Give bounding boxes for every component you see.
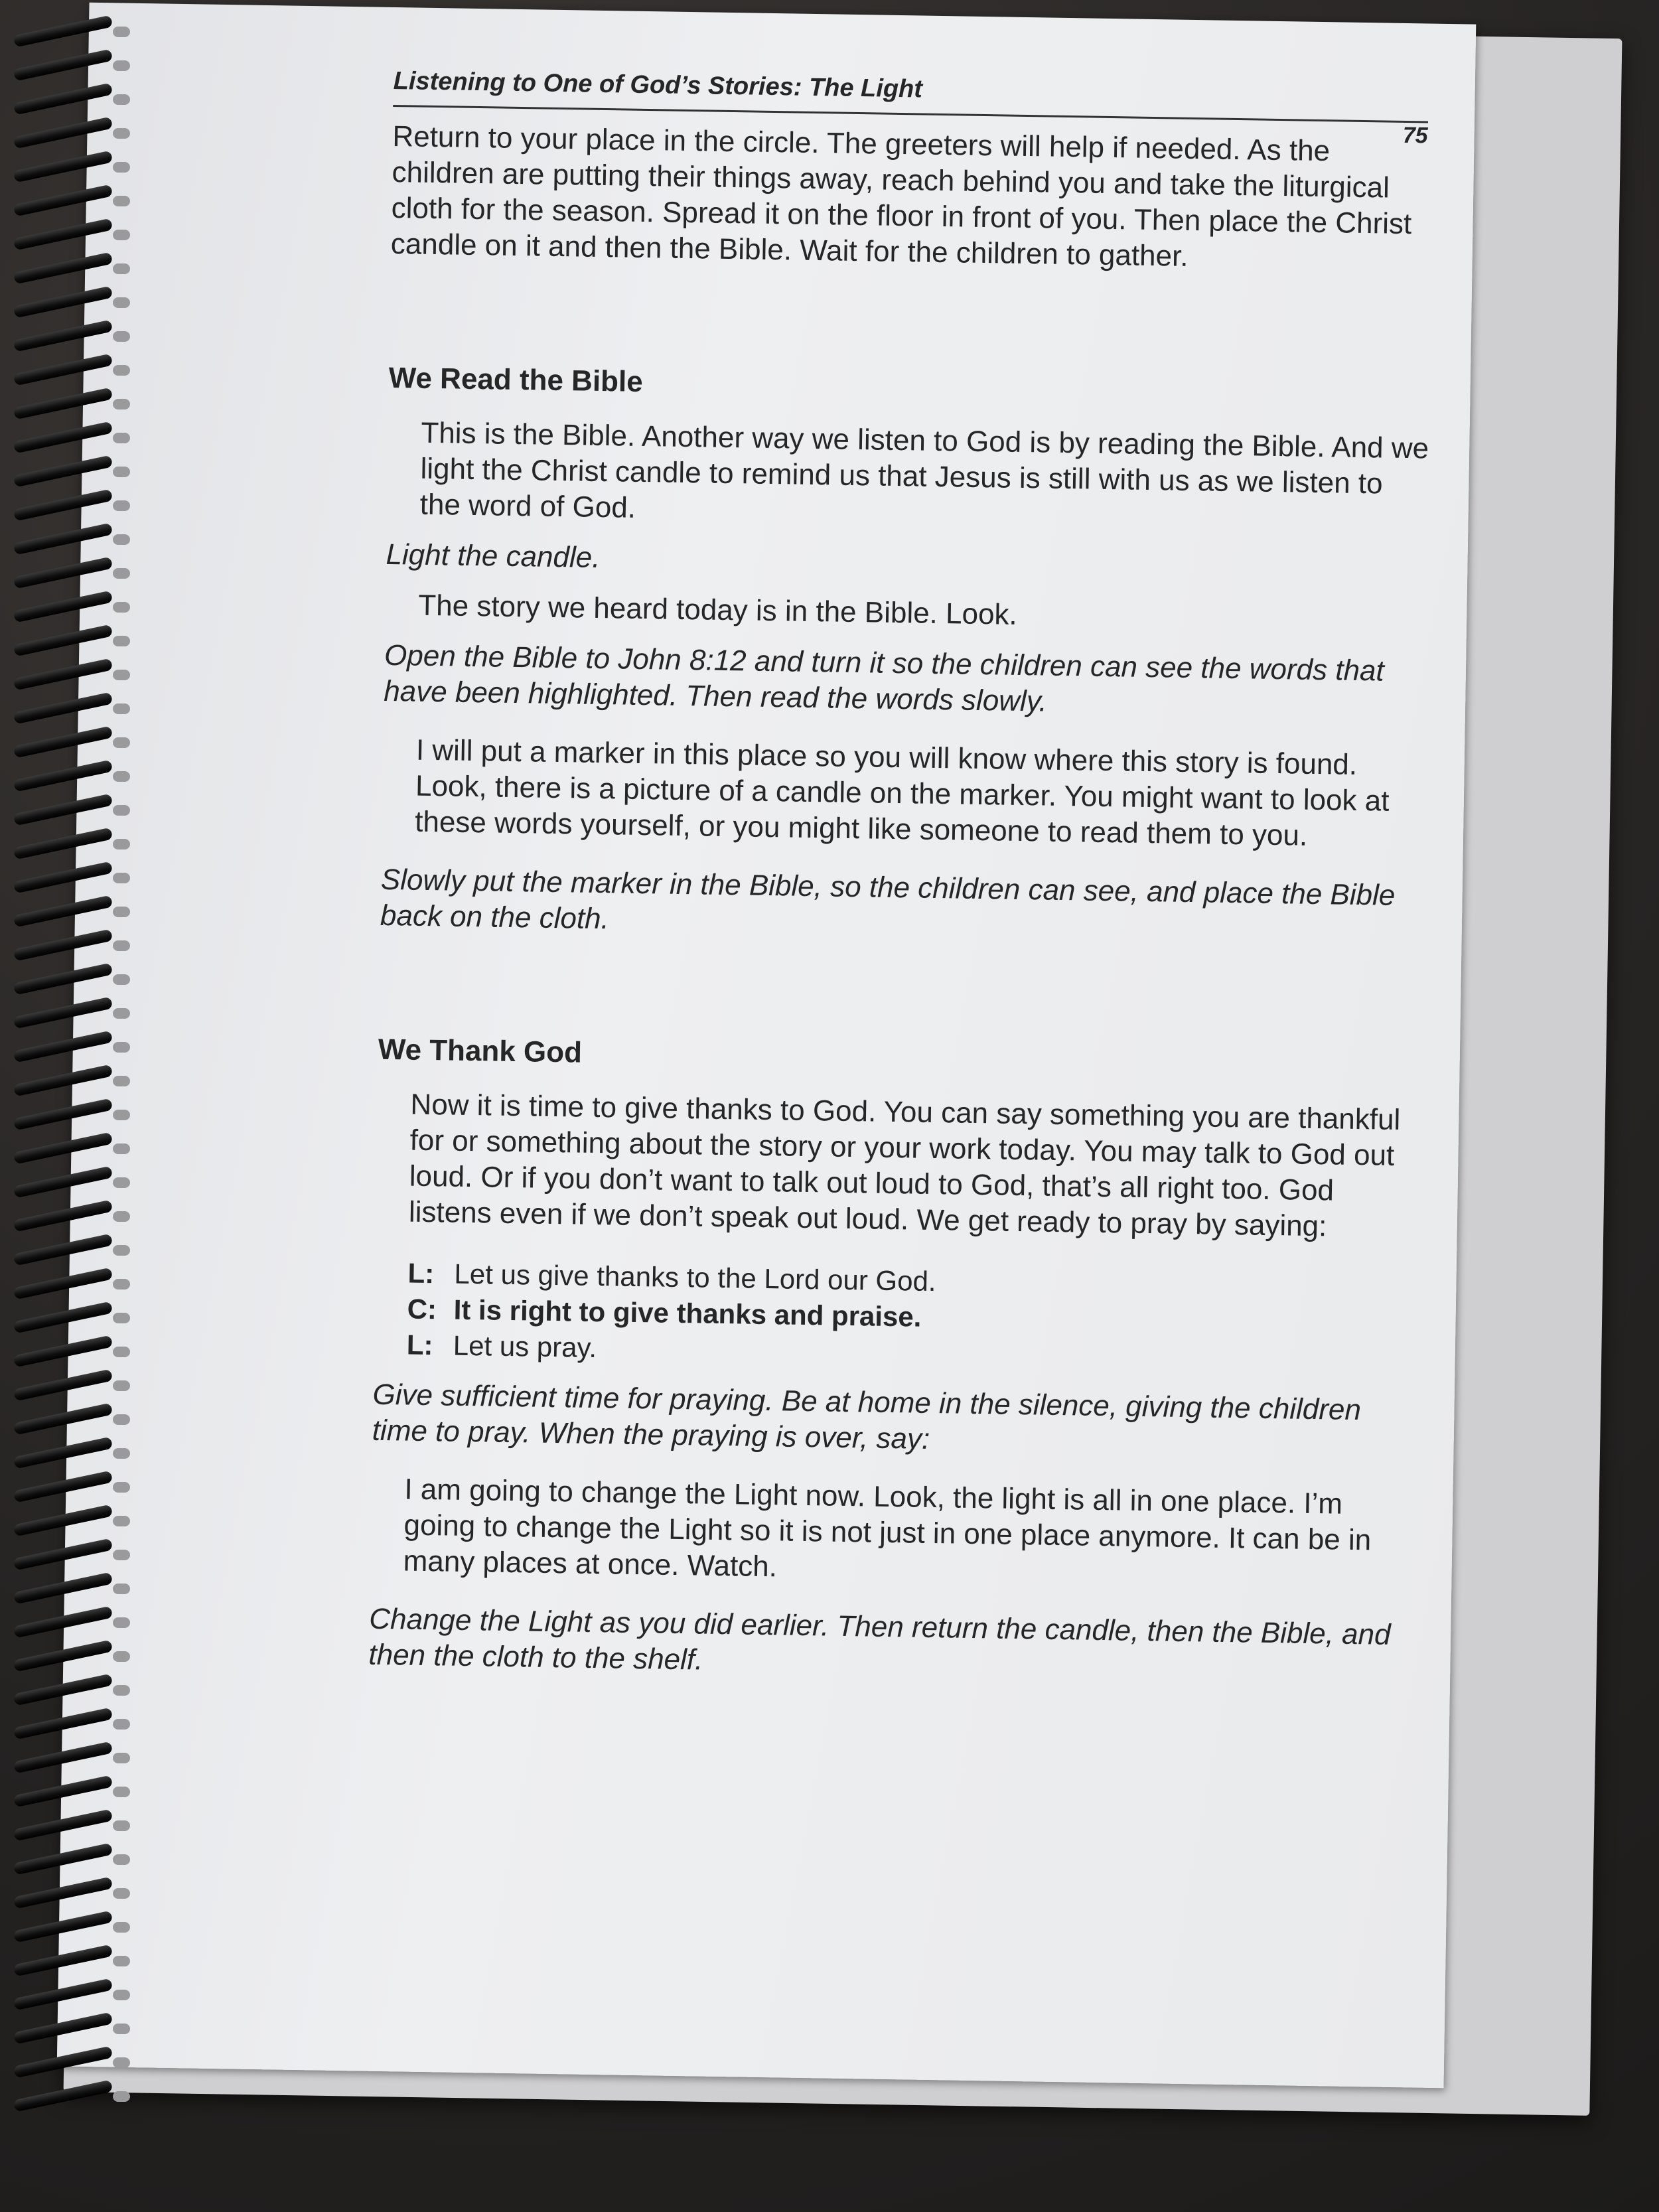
punch-hole: [113, 534, 130, 545]
spiral-coil: [7, 54, 139, 76]
coil-wire: [13, 388, 113, 420]
spiral-coil: [7, 1712, 139, 1735]
spiral-coil: [7, 1475, 139, 1498]
spiral-coil: [7, 2085, 139, 2107]
coil-wire: [13, 1843, 113, 1876]
litany-text-response: It is right to give thanks and praise.: [453, 1293, 922, 1333]
thank-god-instruction-1: Give sufficient time for praying. Be at home in the silence, giving the children time to pray. When the praying is over, say:: [372, 1378, 1362, 1455]
spiral-coil: [7, 1408, 139, 1430]
litany-text: Let us pray.: [453, 1329, 597, 1364]
coil-wire: [13, 1674, 113, 1706]
coil-wire: [13, 421, 113, 454]
coil-wire: [13, 1403, 113, 1436]
coil-wire: [13, 523, 113, 555]
coil-wire: [13, 2080, 113, 2112]
punch-hole: [113, 1550, 130, 1560]
coil-wire: [13, 1945, 113, 1977]
coil-wire: [13, 794, 113, 826]
coil-wire: [13, 1640, 113, 1672]
spiral-coil: [7, 1543, 139, 1566]
punch-hole: [113, 636, 130, 646]
coil-wire: [13, 354, 113, 386]
section-heading-read-bible: We Read the Bible: [388, 361, 644, 398]
read-bible-paragraph-3: I will put a marker in this place so you will know where this story is found. Look, there is a picture of a candle on the marker. You might want to look at these words yourself, or you might like someone to read them to you.: [414, 733, 1390, 852]
spiral-coil: [7, 900, 139, 922]
coil-wire: [13, 1065, 113, 1097]
spiral-coil: [7, 1678, 139, 1701]
spiral-coil: [7, 2051, 139, 2073]
coil-wire: [13, 1572, 113, 1605]
punch-hole: [113, 1787, 130, 1797]
coil-wire: [13, 1877, 113, 1909]
spiral-coil: [7, 1272, 139, 1295]
punch-hole: [113, 907, 130, 917]
spiral-coil: [7, 426, 139, 449]
coil-wire: [13, 1132, 113, 1165]
punch-hole: [113, 128, 130, 139]
spiral-coil: [7, 1306, 139, 1329]
punch-hole: [113, 1448, 130, 1459]
coil-wire: [13, 692, 113, 725]
coil-wire: [13, 1471, 113, 1503]
coil-wire: [13, 489, 113, 522]
spiral-coil: [7, 731, 139, 753]
coil-wire: [13, 1437, 113, 1469]
punch-hole: [113, 771, 130, 782]
book-page: [57, 3, 1477, 2088]
coil-wire: [13, 591, 113, 623]
spiral-coil: [7, 697, 139, 719]
spiral-coil: [7, 121, 139, 144]
punch-hole: [113, 1990, 130, 2000]
coil-wire: [13, 320, 113, 352]
punch-hole: [113, 1685, 130, 1696]
coil-wire: [13, 15, 113, 48]
punch-hole: [113, 940, 130, 951]
punch-hole: [113, 839, 130, 849]
read-bible-paragraph-1: This is the Bible. Another way we listen to God is by reading the Bible. And we light the Christ candle to remind us that Jesus is still with us as we listen to the word of God.: [419, 416, 1429, 524]
spiral-coil: [7, 1238, 139, 1261]
punch-hole: [113, 399, 130, 409]
spiral-coil: [7, 866, 139, 889]
punch-hole: [113, 500, 130, 511]
punch-hole: [113, 1414, 130, 1425]
spiral-binding: [7, 20, 139, 2144]
spiral-coil: [7, 1441, 139, 1464]
spiral-coil: [7, 1509, 139, 1532]
coil-wire: [13, 286, 113, 319]
spiral-coil: [7, 460, 139, 482]
punch-hole: [113, 1279, 130, 1290]
punch-hole: [113, 2091, 130, 2102]
spiral-coil: [7, 1205, 139, 1227]
punch-hole: [113, 737, 130, 748]
punch-hole: [113, 60, 130, 71]
coil-wire: [13, 1809, 113, 1842]
page-content: [302, 66, 1442, 1689]
punch-hole: [113, 602, 130, 613]
coil-wire: [13, 1200, 113, 1232]
punch-hole: [113, 196, 130, 206]
coil-wire: [13, 828, 113, 860]
coil-wire: [13, 1538, 113, 1571]
coil-wire: [13, 760, 113, 792]
spiral-coil: [7, 968, 139, 990]
spiral-coil: [7, 291, 139, 313]
spiral-coil: [7, 832, 139, 855]
punch-hole: [113, 1143, 130, 1154]
spiral-coil: [7, 1645, 139, 1667]
read-bible-instruction-2: Open the Bible to John 8:12 and turn it so the children can see the words that have been highlighted. Then read the words slowly.: [383, 638, 1385, 718]
thank-god-instruction-2: Change the Light as you did earlier. Then return the candle, then the Bible, and then the cloth to the shelf.: [368, 1602, 1391, 1676]
spiral-coil: [7, 1611, 139, 1633]
spiral-coil: [7, 1814, 139, 1836]
spiral-coil: [7, 561, 139, 584]
coil-wire: [13, 2012, 113, 2045]
punch-hole: [113, 1110, 130, 1120]
coil-wire: [13, 625, 113, 657]
spiral-coil: [7, 1915, 139, 1938]
page-number: 75: [1402, 122, 1428, 149]
coil-wire: [13, 252, 113, 285]
coil-wire: [13, 1505, 113, 1537]
punch-hole: [113, 27, 130, 37]
punch-hole: [113, 162, 130, 173]
punch-hole: [113, 1313, 130, 1323]
spiral-coil: [7, 1340, 139, 1363]
spiral-coil: [7, 765, 139, 787]
punch-hole: [113, 1076, 130, 1086]
punch-hole: [113, 1854, 130, 1865]
running-head-title: Listening to One of God’s Stories: The Light: [393, 66, 923, 104]
coil-wire: [13, 1369, 113, 1402]
coil-wire: [13, 1335, 113, 1368]
spiral-coil: [7, 1983, 139, 2006]
spiral-coil: [7, 358, 139, 381]
coil-wire: [13, 1606, 113, 1639]
punch-hole: [113, 1245, 130, 1256]
punch-hole: [113, 2057, 130, 2068]
coil-wire: [13, 1166, 113, 1199]
litany: [406, 1256, 1423, 1379]
punch-hole: [113, 1482, 130, 1493]
punch-hole: [113, 1516, 130, 1526]
spiral-coil: [7, 1171, 139, 1193]
coil-wire: [13, 83, 113, 115]
intro-paragraph: Return to your place in the circle. The greeters will help if needed. As the children are putting their things away, reach behind you and take the liturgical cloth for the season. Spread it on the floor in front of you. Then place the Christ candle on it and then the Bible. Wait for the children to gather.: [390, 119, 1412, 273]
spiral-coil: [7, 934, 139, 956]
coil-wire: [13, 1978, 113, 2011]
spiral-coil: [7, 528, 139, 550]
spiral-coil: [7, 1001, 139, 1024]
coil-wire: [13, 929, 113, 962]
punch-hole: [113, 2024, 130, 2034]
coil-wire: [13, 117, 113, 149]
punch-hole: [113, 974, 130, 985]
spiral-coil: [7, 392, 139, 415]
spiral-coil: [7, 1137, 139, 1159]
read-bible-paragraph-2: The story we heard today is in the Bible. Look.: [417, 589, 1018, 631]
punch-hole: [113, 703, 130, 714]
coil-wire: [13, 218, 113, 251]
spiral-coil: [7, 223, 139, 246]
coil-wire: [13, 1911, 113, 1943]
litany-text: Let us give thanks to the Lord our God.: [454, 1258, 936, 1297]
spiral-coil: [7, 1577, 139, 1599]
litany-speaker: L:: [406, 1329, 433, 1361]
punch-hole: [113, 1347, 130, 1357]
punch-hole: [113, 263, 130, 274]
punch-hole: [113, 1177, 130, 1188]
spiral-coil: [7, 1035, 139, 1058]
punch-hole: [113, 1820, 130, 1831]
punch-hole: [113, 365, 130, 376]
spiral-coil: [7, 629, 139, 652]
read-bible-instruction-3: Slowly put the marker in the Bible, so the children can see, and place the Bible back on the cloth.: [380, 863, 1396, 936]
coil-wire: [13, 1301, 113, 1334]
coil-wire: [13, 1775, 113, 1808]
punch-hole: [113, 230, 130, 240]
punch-hole: [113, 1888, 130, 1899]
section-heading-thank-god: We Thank God: [378, 1033, 583, 1069]
coil-wire: [13, 963, 113, 995]
spiral-coil: [7, 494, 139, 516]
punch-hole: [113, 805, 130, 816]
coil-wire: [13, 726, 113, 759]
spiral-coil: [7, 1848, 139, 1870]
punch-hole: [113, 331, 130, 342]
coil-wire: [13, 2046, 113, 2079]
spiral-coil: [7, 257, 139, 279]
punch-hole: [113, 1651, 130, 1662]
coil-wire: [13, 1098, 113, 1131]
running-head: [393, 66, 1429, 149]
coil-wire: [13, 557, 113, 589]
punch-hole: [113, 670, 130, 680]
coil-wire: [13, 861, 113, 894]
punch-hole: [113, 1956, 130, 1966]
coil-wire: [13, 997, 113, 1029]
spiral-coil: [7, 1103, 139, 1126]
spiral-coil: [7, 663, 139, 686]
punch-hole: [113, 1753, 130, 1763]
spiral-coil: [7, 1374, 139, 1396]
spiral-coil: [7, 1746, 139, 1769]
punch-hole: [113, 1584, 130, 1594]
coil-wire: [13, 1268, 113, 1300]
litany-speaker: L:: [407, 1257, 435, 1290]
punch-hole: [113, 1617, 130, 1628]
spiral-coil: [7, 1881, 139, 1904]
spiral-coil: [7, 1949, 139, 1972]
coil-wire: [13, 151, 113, 183]
punch-hole: [113, 1719, 130, 1730]
spiral-coil: [7, 798, 139, 821]
coil-wire: [13, 1031, 113, 1063]
spiral-coil: [7, 189, 139, 212]
coil-wire: [13, 1741, 113, 1774]
read-bible-instruction-1: Light the candle.: [386, 538, 601, 574]
spiral-coil: [7, 2017, 139, 2039]
punch-hole: [113, 467, 130, 477]
punch-hole: [113, 1380, 130, 1391]
coil-wire: [13, 1708, 113, 1740]
coil-wire: [13, 895, 113, 928]
spiral-coil: [7, 155, 139, 178]
spiral-coil: [7, 1780, 139, 1803]
coil-wire: [13, 1234, 113, 1266]
punch-hole: [113, 297, 130, 308]
punch-hole: [113, 873, 130, 883]
spiral-coil: [7, 1069, 139, 1092]
spiral-coil: [7, 20, 139, 42]
litany-speaker: C:: [407, 1293, 437, 1325]
punch-hole: [113, 1211, 130, 1222]
punch-hole: [113, 568, 130, 579]
punch-hole: [113, 1008, 130, 1019]
thank-god-paragraph-1: Now it is time to give thanks to God. You can say something you are thankful for or something about the story or your work today. You may talk to God out loud. Or if you don’t want to talk out loud to God, that’s all right too. God listens even if we don’t speak out loud. We get ready to pray by saying:: [408, 1088, 1401, 1243]
punch-hole: [113, 1042, 130, 1053]
spiral-coil: [7, 88, 139, 110]
coil-wire: [13, 658, 113, 691]
punch-hole: [113, 94, 130, 105]
spiral-coil: [7, 325, 139, 347]
coil-wire: [13, 455, 113, 488]
punch-hole: [113, 433, 130, 443]
coil-wire: [13, 184, 113, 217]
thank-god-paragraph-2: I am going to change the Light now. Look, the light is all in one place. I’m going to change the Light so it is not just in one place anymore. It can be in many places at once. Watch.: [403, 1473, 1372, 1584]
spiral-coil: [7, 595, 139, 618]
punch-hole: [113, 1922, 130, 1933]
coil-wire: [13, 49, 113, 82]
